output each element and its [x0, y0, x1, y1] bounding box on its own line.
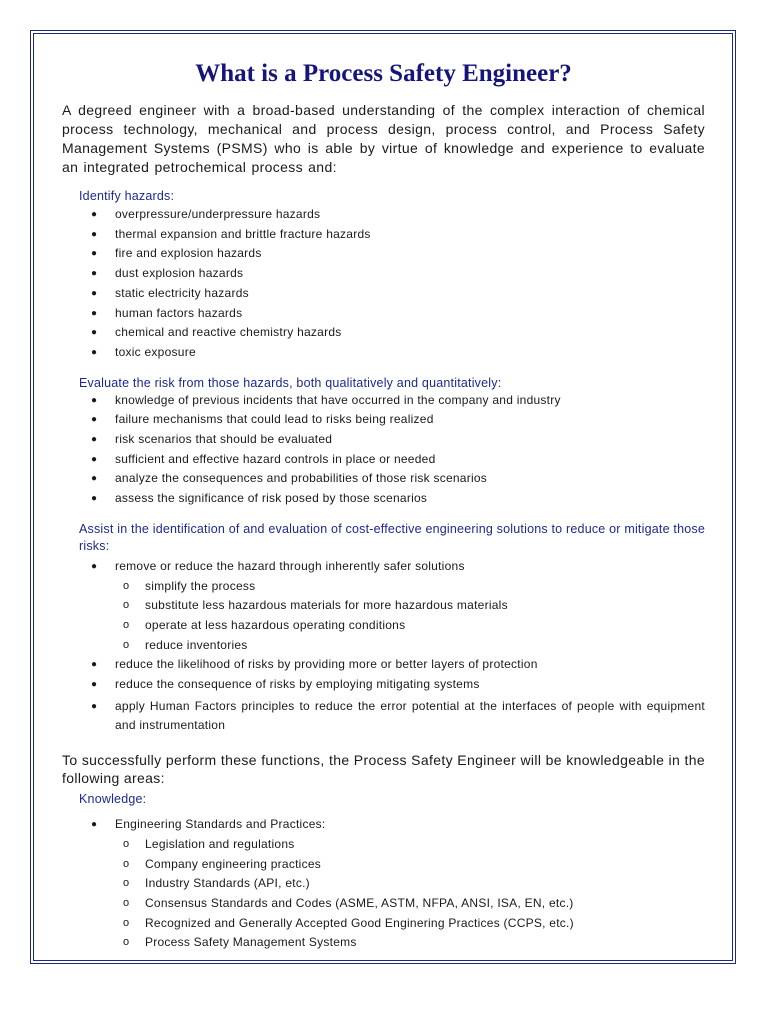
bullet-icon: ● [91, 307, 98, 319]
bullet-icon: ● [91, 434, 98, 446]
list-item: ● thermal expansion and brittle fracture hazards [62, 225, 705, 245]
list-item: ● fire and explosion hazards [62, 244, 705, 264]
bullet-icon: ● [91, 493, 98, 505]
sublist-item: o reduce inventories [62, 636, 705, 656]
sublist-item: o Legislation and regulations [62, 835, 705, 855]
intro-paragraph: A degreed engineer with a broad-based understanding of the complex interaction of chemical process technology, mechanical and process design, process control, and Process Safety Management Systems (PSMS) who is able by virtue of knowledge and experience to evaluate an integrated petrochemical process and: [62, 102, 705, 175]
bullet-icon: ● [91, 287, 98, 299]
sublist-item: o Process Safety Management Systems [62, 933, 705, 953]
circle-bullet-icon: o [123, 599, 130, 612]
list-item: ● dust explosion hazards [62, 264, 705, 284]
list-item: ● knowledge of previous incidents that have occurred in the company and industry [62, 391, 705, 411]
bullet-icon: ● [91, 679, 98, 691]
identify-hazards-list [62, 205, 705, 363]
bullet-icon: ● [91, 819, 98, 831]
knowledge-list [62, 815, 705, 953]
identify-hazards-label: Identify hazards: [79, 189, 175, 203]
list-item: ● human factors hazards [62, 304, 705, 324]
circle-bullet-icon: o [123, 837, 130, 850]
list-item: ● reduce the likelihood of risks by providing more or better layers of protection [62, 655, 705, 675]
bullet-icon: ● [91, 209, 98, 220]
list-item: ● Engineering Standards and Practices: o Legislation and regulations o Company engineering practices o Industry Standards (API, etc.) o Consensus Standards and Codes (ASME, ASTM, NFPA, ANSI, ISA, EN, etc.) o Recognized and Generally Accepted Good Enginering Practices (CCPS, etc.) o Process Safety Management Systems [62, 815, 705, 953]
circle-bullet-icon: o [123, 916, 130, 929]
list-item: ● risk scenarios that should be evaluated [62, 430, 705, 450]
list-item: ● failure mechanisms that could lead to risks being realized [62, 410, 705, 430]
bullet-icon: ● [91, 228, 98, 240]
bullet-icon: ● [91, 659, 98, 671]
bullet-icon: ● [91, 268, 98, 280]
sublist-item: o substitute less hazardous materials for more hazardous materials [62, 596, 705, 616]
bullet-icon: ● [91, 414, 98, 426]
bullet-icon: ● [91, 248, 98, 260]
list-item: ● chemical and reactive chemistry hazards [62, 323, 705, 343]
sublist-item: o simplify the process [62, 577, 705, 597]
bullet-icon: ● [91, 394, 98, 406]
assist-solutions-list [62, 557, 705, 738]
list-item: ● sufficient and effective hazard controls in place or needed [62, 450, 705, 470]
list-item: ● remove or reduce the hazard through inherently safer solutions o simplify the process o substitute less hazardous materials for more hazardous materials o operate at less hazardous operating conditions o reduce inventories [62, 557, 705, 656]
bullet-icon: ● [91, 453, 98, 465]
list-item: ● assess the significance of risk posed by those scenarios [62, 489, 705, 509]
circle-bullet-icon: o [123, 936, 130, 949]
document-body [62, 58, 705, 953]
evaluate-risk-label: Evaluate the risk from those hazards, both qualitatively and quantitatively: [79, 375, 502, 390]
list-item: ● toxic exposure [62, 343, 705, 363]
assist-solutions-label: Assist in the identification of and evaluation of cost-effective engineering solutions to reduce or mitigate those risks: [79, 521, 705, 553]
outro-paragraph: To successfully perform these functions, the Process Safety Engineer will be knowledgeable in the following areas: [62, 752, 705, 787]
list-item: ● overpressure/underpressure hazards [62, 205, 705, 225]
bullet-icon: ● [91, 700, 98, 712]
circle-bullet-icon: o [123, 896, 130, 909]
circle-bullet-icon: o [123, 877, 130, 890]
standards-sublist [115, 835, 705, 953]
list-item: ● apply Human Factors principles to reduce the error potential at the interfaces of people with equipment and instrumentation [91, 698, 705, 733]
bullet-icon: ● [91, 560, 98, 572]
page-title: What is a Process Safety Engineer? [195, 60, 572, 87]
evaluate-risk-list [62, 391, 705, 509]
circle-bullet-icon: o [123, 638, 130, 651]
knowledge-label: Knowledge: [79, 792, 147, 807]
list-item: ● analyze the consequences and probabilities of those risk scenarios [62, 469, 705, 489]
inherently-safer-sublist [115, 577, 705, 656]
list-item: ● reduce the consequence of risks by employing mitigating systems [62, 675, 705, 695]
circle-bullet-icon: o [123, 857, 130, 870]
bullet-icon: ● [91, 327, 98, 339]
sublist-item: o Company engineering practices [62, 855, 705, 875]
list-item: ● static electricity hazards [62, 284, 705, 304]
sublist-item: o Recognized and Generally Accepted Good Enginering Practices (CCPS, etc.) [62, 914, 705, 934]
sublist-item: o Industry Standards (API, etc.) [62, 874, 705, 894]
sublist-item: o operate at less hazardous operating conditions [62, 616, 705, 636]
circle-bullet-icon: o [123, 618, 130, 631]
sublist-item: o Consensus Standards and Codes (ASME, ASTM, NFPA, ANSI, ISA, EN, etc.) [62, 894, 705, 914]
bullet-icon: ● [91, 346, 98, 358]
bullet-icon: ● [91, 473, 98, 485]
circle-bullet-icon: o [123, 579, 130, 592]
